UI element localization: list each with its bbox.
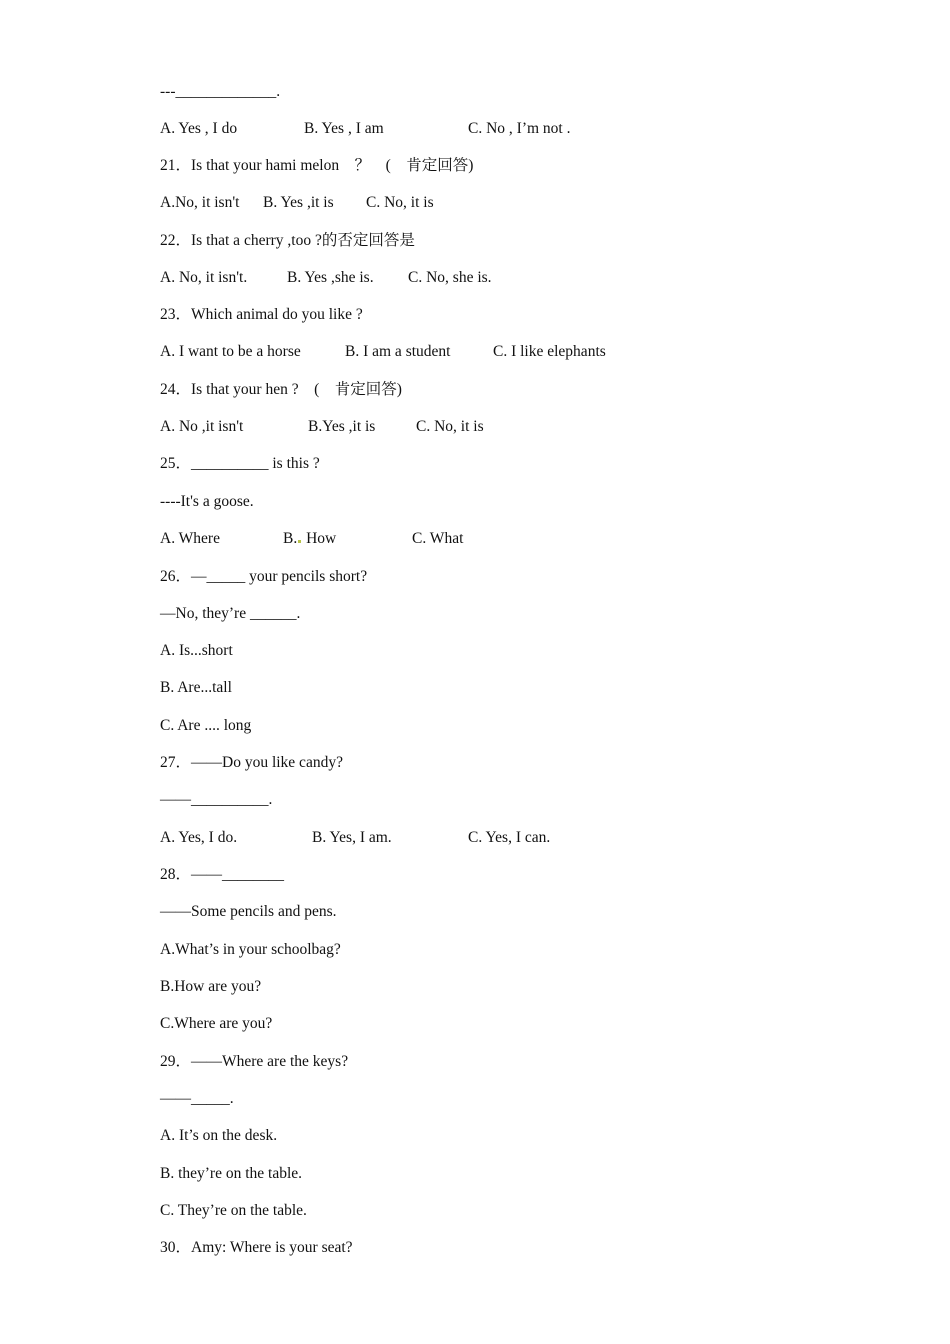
q27-option-c: C. Yes, I can. <box>468 829 551 846</box>
question-23: 23．Which animal do you like ? <box>160 306 363 323</box>
q29-response: ——_____. <box>160 1090 234 1107</box>
q27-option-a: A. Yes, I do. <box>160 829 238 846</box>
q24-option-b: B.Yes ,it is <box>308 418 376 435</box>
q21-option-a: A.No, it isn't <box>160 194 240 211</box>
question-29: 29．——Where are the keys? <box>160 1053 349 1070</box>
q25-option-a: A. Where <box>160 530 220 547</box>
q23-option-b: B. I am a student <box>345 343 451 360</box>
question-26: 26．—_____ your pencils short? <box>160 568 368 585</box>
q20-option-b: B. Yes , I am <box>304 120 384 137</box>
q25-option-b-letter: B. <box>283 530 298 547</box>
q22-option-b: B. Yes ,she is. <box>287 269 374 286</box>
q23-option-c: C. I like elephants <box>493 343 606 360</box>
q28-response: ——Some pencils and pens. <box>160 903 337 920</box>
q22-option-a: A. No, it isn't. <box>160 269 248 286</box>
q27-response: ——__________. <box>160 791 273 808</box>
q26-response: —No, they’re ______. <box>160 605 301 622</box>
question-28: 28．——________ <box>160 866 285 883</box>
q25-option-b <box>283 529 336 549</box>
q26-option-a: A. Is...short <box>160 642 233 659</box>
question-25: 25．__________ is this ? <box>160 455 320 472</box>
question-24: 24．Is that your hen ? ( 肯定回答) <box>160 381 402 398</box>
q21-option-b: B. Yes ,it is <box>263 194 334 211</box>
stray-mark <box>298 540 301 543</box>
q26-option-c: C. Are .... long <box>160 717 252 734</box>
q24-option-c: C. No, it is <box>416 418 484 435</box>
q25-response: ----It's a goose. <box>160 493 254 510</box>
question-27: 27．——Do you like candy? <box>160 754 343 771</box>
q29-option-a: A. It’s on the desk. <box>160 1127 278 1144</box>
q20-option-a: A. Yes , I do <box>160 120 238 137</box>
q26-option-b: B. Are...tall <box>160 679 232 696</box>
q29-option-b: B. they’re on the table. <box>160 1165 303 1182</box>
q29-option-c: C. They’re on the table. <box>160 1202 307 1219</box>
question-30: 30．Amy: Where is your seat? <box>160 1239 353 1256</box>
question-22: 22．Is that a cherry ,too ?的否定回答是 <box>160 232 415 249</box>
q25-option-c: C. What <box>412 530 464 547</box>
q28-option-b: B.How are you? <box>160 978 262 995</box>
q20-option-c: C. No , I’m not . <box>468 120 571 137</box>
answer-blank-line: ---_____________. <box>160 83 281 100</box>
q25-option-b-text: How <box>306 530 337 547</box>
q23-option-a: A. I want to be a horse <box>160 343 301 360</box>
q28-option-c: C.Where are you? <box>160 1015 273 1032</box>
question-21: 21．Is that your hami melon ？ ( 肯定回答) <box>160 157 474 174</box>
q21-option-c: C. No, it is <box>366 194 434 211</box>
q24-option-a: A. No ,it isn't <box>160 418 244 435</box>
q28-option-a: A.What’s in your schoolbag? <box>160 941 341 958</box>
q22-option-c: C. No, she is. <box>408 269 492 286</box>
q27-option-b: B. Yes, I am. <box>312 829 392 846</box>
